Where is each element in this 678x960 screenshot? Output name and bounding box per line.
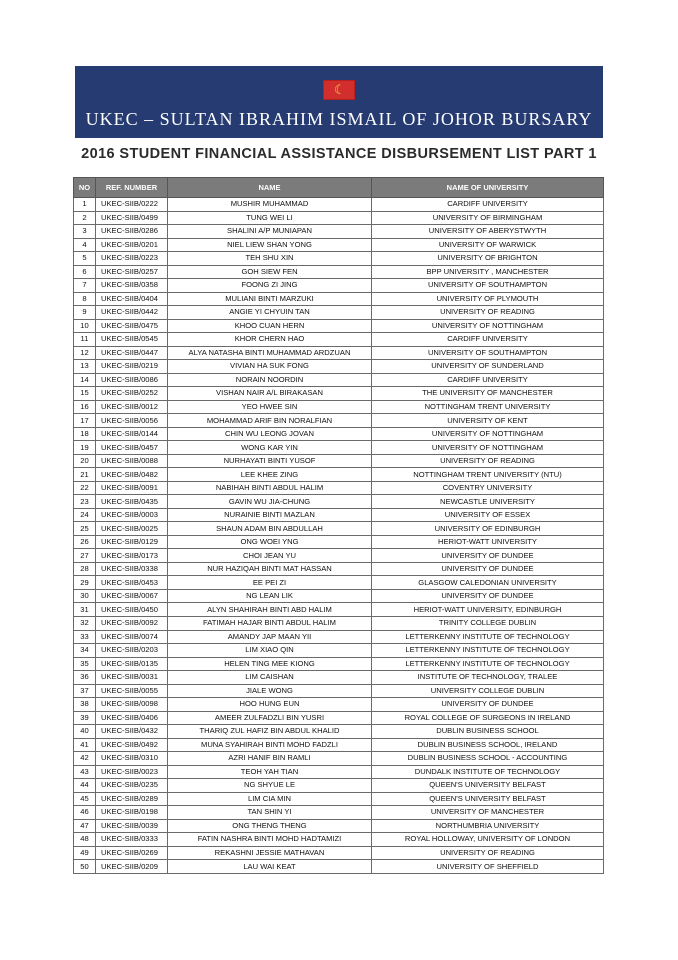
table-row (74, 576, 604, 590)
cell-no: 46 (74, 806, 96, 820)
cell-name: FOONG ZI JING (168, 279, 372, 293)
cell-name: GAVIN WU JIA-CHUNG (168, 495, 372, 509)
table-row (74, 360, 604, 374)
cell-university: UNIVERSITY OF SHEFFIELD (372, 860, 604, 874)
cell-ref-number: UKEC-SIIB/0003 (96, 508, 168, 522)
table-row (74, 671, 604, 685)
table-row (74, 265, 604, 279)
table-row (74, 819, 604, 833)
cell-name: THARIQ ZUL HAFIZ BIN ABDUL KHALID (168, 725, 372, 739)
cell-ref-number: UKEC-SIIB/0039 (96, 819, 168, 833)
cell-name: YEO HWEE SIN (168, 400, 372, 414)
cell-name: ALYN SHAHIRAH BINTI ABD HALIM (168, 603, 372, 617)
cell-ref-number: UKEC-SIIB/0289 (96, 792, 168, 806)
cell-university: UNIVERSITY OF ABERYSTWYTH (372, 225, 604, 239)
cell-no: 44 (74, 779, 96, 793)
cell-name: LAU WAI KEAT (168, 860, 372, 874)
table-row (74, 387, 604, 401)
table-row (74, 198, 604, 212)
cell-university: UNIVERSITY OF PLYMOUTH (372, 292, 604, 306)
cell-name: NABIHAH BINTI ABDUL HALIM (168, 481, 372, 495)
cell-no: 40 (74, 725, 96, 739)
table-row (74, 414, 604, 428)
cell-ref-number: UKEC-SIIB/0482 (96, 468, 168, 482)
cell-university: LETTERKENNY INSTITUTE OF TECHNOLOGY (372, 657, 604, 671)
cell-name: HELEN TING MEE KIONG (168, 657, 372, 671)
cell-no: 19 (74, 441, 96, 455)
cell-ref-number: UKEC-SIIB/0333 (96, 833, 168, 847)
cell-university: HERIOT-WATT UNIVERSITY, EDINBURGH (372, 603, 604, 617)
cell-university: UNIVERSITY OF NOTTINGHAM (372, 427, 604, 441)
table-row (74, 589, 604, 603)
column-header-no: NO (74, 178, 96, 198)
cell-ref-number: UKEC-SIIB/0098 (96, 698, 168, 712)
cell-name: LEE KHEE ZING (168, 468, 372, 482)
cell-no: 36 (74, 671, 96, 685)
cell-ref-number: UKEC-SIIB/0198 (96, 806, 168, 820)
table-row (74, 752, 604, 766)
cell-university: CARDIFF UNIVERSITY (372, 333, 604, 347)
table-row (74, 468, 604, 482)
cell-university: UNIVERSITY OF SOUTHAMPTON (372, 279, 604, 293)
cell-no: 27 (74, 549, 96, 563)
table-row (74, 657, 604, 671)
cell-name: CHOI JEAN YU (168, 549, 372, 563)
cell-ref-number: UKEC-SIIB/0257 (96, 265, 168, 279)
cell-name: FATIMAH HAJAR BINTI ABDUL HALIM (168, 616, 372, 630)
banner-title: UKEC – SULTAN IBRAHIM ISMAIL OF JOHOR BURSARY (85, 109, 593, 129)
cell-ref-number: UKEC-SIIB/0450 (96, 603, 168, 617)
cell-no: 10 (74, 319, 96, 333)
cell-ref-number: UKEC-SIIB/0219 (96, 360, 168, 374)
cell-ref-number: UKEC-SIIB/0457 (96, 441, 168, 455)
cell-no: 37 (74, 684, 96, 698)
table-row (74, 806, 604, 820)
table-row (74, 292, 604, 306)
cell-university: UNIVERSITY OF ESSEX (372, 508, 604, 522)
table-row (74, 211, 604, 225)
table-row (74, 711, 604, 725)
cell-no: 45 (74, 792, 96, 806)
cell-university: NEWCASTLE UNIVERSITY (372, 495, 604, 509)
cell-name: MULIANI BINTI MARZUKI (168, 292, 372, 306)
cell-university: CARDIFF UNIVERSITY (372, 373, 604, 387)
cell-no: 23 (74, 495, 96, 509)
cell-no: 47 (74, 819, 96, 833)
cell-ref-number: UKEC-SIIB/0404 (96, 292, 168, 306)
cell-no: 15 (74, 387, 96, 401)
table-row (74, 495, 604, 509)
column-header-university: NAME OF UNIVERSITY (372, 178, 604, 198)
cell-university: UNIVERSITY OF BIRMINGHAM (372, 211, 604, 225)
cell-name: KHOR CHERN HAO (168, 333, 372, 347)
cell-name: ONG WOEI YNG (168, 535, 372, 549)
cell-university: DUBLIN BUSINESS SCHOOL (372, 725, 604, 739)
cell-university: INSTITUTE OF TECHNOLOGY, TRALEE (372, 671, 604, 685)
cell-ref-number: UKEC-SIIB/0492 (96, 738, 168, 752)
cell-name: SHALINI A/P MUNIAPAN (168, 225, 372, 239)
cell-university: UNIVERSITY OF NOTTINGHAM (372, 441, 604, 455)
cell-ref-number: UKEC-SIIB/0086 (96, 373, 168, 387)
cell-ref-number: UKEC-SIIB/0031 (96, 671, 168, 685)
cell-university: HERIOT-WATT UNIVERSITY (372, 535, 604, 549)
table-row (74, 630, 604, 644)
cell-university: ROYAL HOLLOWAY, UNIVERSITY OF LONDON (372, 833, 604, 847)
cell-no: 25 (74, 522, 96, 536)
cell-university: UNIVERSITY OF READING (372, 306, 604, 320)
cell-no: 1 (74, 198, 96, 212)
cell-ref-number: UKEC-SIIB/0056 (96, 414, 168, 428)
cell-no: 7 (74, 279, 96, 293)
cell-name: CHIN WU LEONG JOVAN (168, 427, 372, 441)
cell-no: 13 (74, 360, 96, 374)
column-header-name: NAME (168, 178, 372, 198)
table-row (74, 508, 604, 522)
table-row (74, 616, 604, 630)
table-row (74, 225, 604, 239)
cell-no: 34 (74, 644, 96, 658)
johor-flag-icon (323, 80, 355, 100)
cell-name: SHAUN ADAM BIN ABDULLAH (168, 522, 372, 536)
table-row (74, 252, 604, 266)
table-row (74, 441, 604, 455)
cell-name: KHOO CUAN HERN (168, 319, 372, 333)
cell-ref-number: UKEC-SIIB/0358 (96, 279, 168, 293)
cell-no: 6 (74, 265, 96, 279)
table-row (74, 279, 604, 293)
cell-name: ONG THENG THENG (168, 819, 372, 833)
cell-no: 12 (74, 346, 96, 360)
cell-ref-number: UKEC-SIIB/0088 (96, 454, 168, 468)
cell-name: ANGIE YI CHYUIN TAN (168, 306, 372, 320)
cell-university: GLASGOW CALEDONIAN UNIVERSITY (372, 576, 604, 590)
cell-ref-number: UKEC-SIIB/0173 (96, 549, 168, 563)
cell-university: UNIVERSITY COLLEGE DUBLIN (372, 684, 604, 698)
cell-name: AMEER ZULFADZLI BIN YUSRI (168, 711, 372, 725)
cell-ref-number: UKEC-SIIB/0012 (96, 400, 168, 414)
column-header-ref-number: REF. NUMBER (96, 178, 168, 198)
cell-university: DUBLIN BUSINESS SCHOOL - ACCOUNTING (372, 752, 604, 766)
cell-name: AMANDY JAP MAAN YII (168, 630, 372, 644)
cell-university: UNIVERSITY OF DUNDEE (372, 562, 604, 576)
table-body (74, 198, 604, 874)
cell-name: NUR HAZIQAH BINTI MAT HASSAN (168, 562, 372, 576)
document-title: 2016 STUDENT FINANCIAL ASSISTANCE DISBURSEMENT LIST PART 1 (81, 146, 597, 162)
table-row (74, 535, 604, 549)
cell-no: 9 (74, 306, 96, 320)
cell-name: NIEL LIEW SHAN YONG (168, 238, 372, 252)
table-row (74, 481, 604, 495)
cell-university: UNIVERSITY OF KENT (372, 414, 604, 428)
disbursement-table (73, 177, 604, 874)
cell-ref-number: UKEC-SIIB/0545 (96, 333, 168, 347)
table-header-row (74, 178, 604, 198)
cell-name: MUSHIR MUHAMMAD (168, 198, 372, 212)
table-row (74, 725, 604, 739)
cell-no: 22 (74, 481, 96, 495)
cell-university: UNIVERSITY OF NOTTINGHAM (372, 319, 604, 333)
cell-ref-number: UKEC-SIIB/0025 (96, 522, 168, 536)
cell-ref-number: UKEC-SIIB/0252 (96, 387, 168, 401)
table-row (74, 427, 604, 441)
table-row (74, 738, 604, 752)
cell-name: GOH SIEW FEN (168, 265, 372, 279)
cell-no: 18 (74, 427, 96, 441)
cell-no: 20 (74, 454, 96, 468)
cell-name: LIM CAISHAN (168, 671, 372, 685)
cell-no: 43 (74, 765, 96, 779)
cell-ref-number: UKEC-SIIB/0338 (96, 562, 168, 576)
table-row (74, 698, 604, 712)
table-row (74, 603, 604, 617)
cell-name: HOO HUNG EUN (168, 698, 372, 712)
cell-ref-number: UKEC-SIIB/0447 (96, 346, 168, 360)
cell-university: NOTTINGHAM TRENT UNIVERSITY (372, 400, 604, 414)
cell-university: NOTTINGHAM TRENT UNIVERSITY (NTU) (372, 468, 604, 482)
cell-ref-number: UKEC-SIIB/0144 (96, 427, 168, 441)
cell-no: 30 (74, 589, 96, 603)
cell-ref-number: UKEC-SIIB/0499 (96, 211, 168, 225)
cell-university: UNIVERSITY OF READING (372, 846, 604, 860)
cell-ref-number: UKEC-SIIB/0435 (96, 495, 168, 509)
cell-ref-number: UKEC-SIIB/0129 (96, 535, 168, 549)
cell-university: CARDIFF UNIVERSITY (372, 198, 604, 212)
cell-no: 49 (74, 846, 96, 860)
cell-name: TUNG WEI LI (168, 211, 372, 225)
cell-university: LETTERKENNY INSTITUTE OF TECHNOLOGY (372, 630, 604, 644)
cell-no: 14 (74, 373, 96, 387)
cell-name: VIVIAN HA SUK FONG (168, 360, 372, 374)
cell-university: UNIVERSITY OF EDINBURGH (372, 522, 604, 536)
cell-no: 28 (74, 562, 96, 576)
cell-no: 8 (74, 292, 96, 306)
cell-name: LIM XIAO QIN (168, 644, 372, 658)
cell-university: UNIVERSITY OF SOUTHAMPTON (372, 346, 604, 360)
table-row (74, 238, 604, 252)
table-row (74, 765, 604, 779)
cell-university: QUEEN'S UNIVERSITY BELFAST (372, 779, 604, 793)
cell-university: LETTERKENNY INSTITUTE OF TECHNOLOGY (372, 644, 604, 658)
cell-name: NURHAYATI BINTI YUSOF (168, 454, 372, 468)
cell-ref-number: UKEC-SIIB/0201 (96, 238, 168, 252)
table-row (74, 860, 604, 874)
table-row (74, 549, 604, 563)
table-row (74, 644, 604, 658)
cell-ref-number: UKEC-SIIB/0310 (96, 752, 168, 766)
cell-ref-number: UKEC-SIIB/0475 (96, 319, 168, 333)
cell-university: COVENTRY UNIVERSITY (372, 481, 604, 495)
table-row (74, 400, 604, 414)
cell-name: EE PEI ZI (168, 576, 372, 590)
cell-university: UNIVERSITY OF DUNDEE (372, 589, 604, 603)
cell-university: QUEEN'S UNIVERSITY BELFAST (372, 792, 604, 806)
table-row (74, 373, 604, 387)
cell-ref-number: UKEC-SIIB/0235 (96, 779, 168, 793)
table-row (74, 454, 604, 468)
cell-university: NORTHUMBRIA UNIVERSITY (372, 819, 604, 833)
cell-university: UNIVERSITY OF DUNDEE (372, 698, 604, 712)
cell-ref-number: UKEC-SIIB/0092 (96, 616, 168, 630)
cell-university: ROYAL COLLEGE OF SURGEONS IN IRELAND (372, 711, 604, 725)
table-row (74, 846, 604, 860)
cell-no: 35 (74, 657, 96, 671)
cell-name: NURAINIE BINTI MAZLAN (168, 508, 372, 522)
cell-no: 39 (74, 711, 96, 725)
cell-name: NORAIN NOORDIN (168, 373, 372, 387)
cell-ref-number: UKEC-SIIB/0209 (96, 860, 168, 874)
cell-no: 29 (74, 576, 96, 590)
cell-ref-number: UKEC-SIIB/0222 (96, 198, 168, 212)
cell-university: UNIVERSITY OF BRIGHTON (372, 252, 604, 266)
cell-no: 3 (74, 225, 96, 239)
cell-name: FATIN NASHRA BINTI MOHD HADTAMIZI (168, 833, 372, 847)
cell-ref-number: UKEC-SIIB/0023 (96, 765, 168, 779)
table-row (74, 833, 604, 847)
cell-name: WONG KAR YIN (168, 441, 372, 455)
cell-name: TEOH YAH TIAN (168, 765, 372, 779)
cell-no: 16 (74, 400, 96, 414)
cell-name: JIALE WONG (168, 684, 372, 698)
table-row (74, 333, 604, 347)
cell-no: 42 (74, 752, 96, 766)
cell-no: 17 (74, 414, 96, 428)
cell-ref-number: UKEC-SIIB/0432 (96, 725, 168, 739)
cell-name: LIM CIA MIN (168, 792, 372, 806)
cell-no: 50 (74, 860, 96, 874)
cell-no: 38 (74, 698, 96, 712)
cell-ref-number: UKEC-SIIB/0223 (96, 252, 168, 266)
cell-name: TAN SHIN YI (168, 806, 372, 820)
cell-ref-number: UKEC-SIIB/0055 (96, 684, 168, 698)
cell-no: 32 (74, 616, 96, 630)
cell-university: BPP UNIVERSITY , MANCHESTER (372, 265, 604, 279)
cell-ref-number: UKEC-SIIB/0091 (96, 481, 168, 495)
cell-university: UNIVERSITY OF MANCHESTER (372, 806, 604, 820)
cell-no: 21 (74, 468, 96, 482)
cell-university: UNIVERSITY OF SUNDERLAND (372, 360, 604, 374)
cell-ref-number: UKEC-SIIB/0406 (96, 711, 168, 725)
cell-no: 31 (74, 603, 96, 617)
cell-name: MUNA SYAHIRAH BINTI MOHD FADZLI (168, 738, 372, 752)
cell-ref-number: UKEC-SIIB/0074 (96, 630, 168, 644)
cell-ref-number: UKEC-SIIB/0135 (96, 657, 168, 671)
cell-no: 33 (74, 630, 96, 644)
cell-ref-number: UKEC-SIIB/0286 (96, 225, 168, 239)
cell-name: NG SHYUE LE (168, 779, 372, 793)
cell-university: UNIVERSITY OF READING (372, 454, 604, 468)
cell-university: UNIVERSITY OF DUNDEE (372, 549, 604, 563)
cell-university: DUNDALK INSTITUTE OF TECHNOLOGY (372, 765, 604, 779)
table-row (74, 522, 604, 536)
cell-university: THE UNIVERSITY OF MANCHESTER (372, 387, 604, 401)
cell-no: 24 (74, 508, 96, 522)
cell-ref-number: UKEC-SIIB/0067 (96, 589, 168, 603)
table-row (74, 792, 604, 806)
cell-name: TEH SHU XIN (168, 252, 372, 266)
cell-university: DUBLIN BUSINESS SCHOOL, IRELAND (372, 738, 604, 752)
cell-no: 4 (74, 238, 96, 252)
table-row (74, 319, 604, 333)
cell-name: ALYA NATASHA BINTI MUHAMMAD ARDZUAN (168, 346, 372, 360)
cell-name: AZRI HANIF BIN RAMLI (168, 752, 372, 766)
table-row (74, 779, 604, 793)
cell-name: NG LEAN LIK (168, 589, 372, 603)
cell-no: 2 (74, 211, 96, 225)
cell-ref-number: UKEC-SIIB/0442 (96, 306, 168, 320)
cell-ref-number: UKEC-SIIB/0203 (96, 644, 168, 658)
table-row (74, 306, 604, 320)
table-row (74, 684, 604, 698)
cell-name: VISHAN NAIR A/L BIRAKASAN (168, 387, 372, 401)
cell-name: REKASHNI JESSIE MATHAVAN (168, 846, 372, 860)
cell-name: MOHAMMAD ARIF BIN NORALFIAN (168, 414, 372, 428)
cell-ref-number: UKEC-SIIB/0269 (96, 846, 168, 860)
cell-no: 26 (74, 535, 96, 549)
table-row (74, 346, 604, 360)
cell-university: UNIVERSITY OF WARWICK (372, 238, 604, 252)
cell-no: 11 (74, 333, 96, 347)
cell-ref-number: UKEC-SIIB/0453 (96, 576, 168, 590)
cell-no: 48 (74, 833, 96, 847)
cell-no: 5 (74, 252, 96, 266)
cell-no: 41 (74, 738, 96, 752)
header-banner (75, 66, 603, 138)
table-row (74, 562, 604, 576)
cell-university: TRINITY COLLEGE DUBLIN (372, 616, 604, 630)
